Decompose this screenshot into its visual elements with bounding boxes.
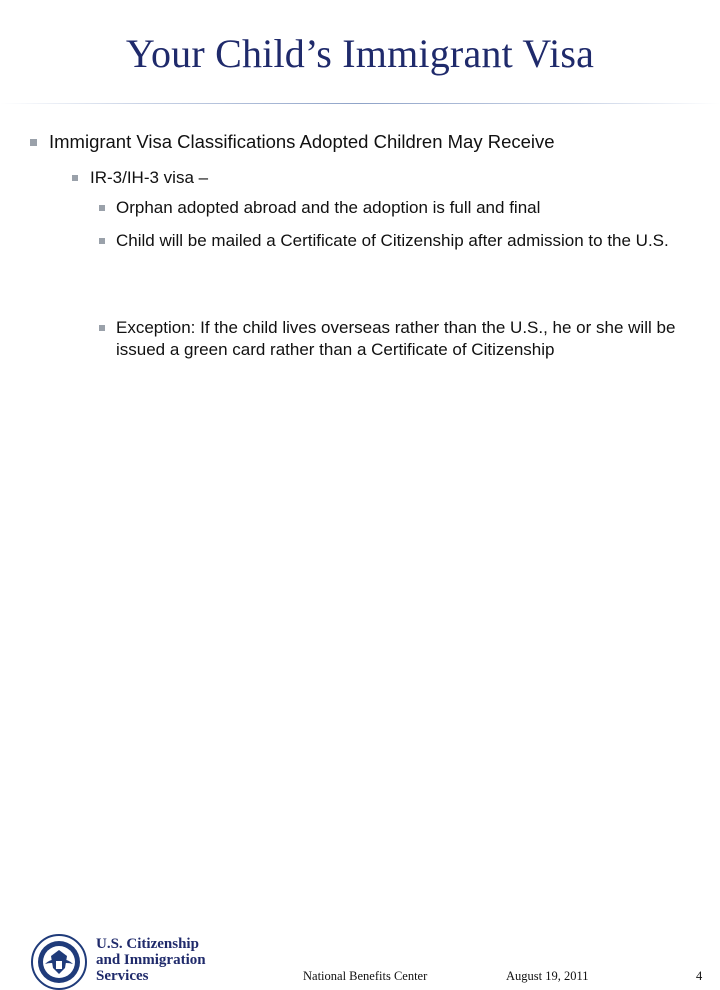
bullet-text: Child will be mailed a Certificate of Citizenship after admission to the U.S. (116, 231, 669, 250)
square-bullet-icon (72, 175, 78, 181)
bullet-level3-item (99, 197, 679, 219)
square-bullet-icon (99, 238, 105, 244)
bullet-level2 (72, 168, 672, 188)
bullet-level1 (30, 131, 690, 153)
footer-date: August 19, 2011 (506, 969, 589, 983)
bullet-text: Immigrant Visa Classifications Adopted Children May Receive (49, 131, 555, 152)
logo-line: U.S. Citizenship (96, 936, 199, 952)
bullet-level3-item (99, 317, 679, 361)
bullet-text: IR-3/IH-3 visa – (90, 168, 209, 187)
square-bullet-icon (30, 139, 37, 146)
uscis-logo-text (96, 936, 206, 984)
bullet-text: Orphan adopted abroad and the adoption is full and final (116, 198, 541, 217)
bullet-text: Exception: If the child lives overseas rather than the U.S., he or she will be issued a green card rather than a Certificate of Citizenship (116, 318, 676, 359)
square-bullet-icon (99, 205, 105, 211)
bullet-level3-item (99, 230, 679, 252)
slide-title: Your Child’s Immigrant Visa (125, 31, 595, 76)
dhs-seal-icon (31, 934, 87, 990)
logo-line: Services (96, 968, 149, 984)
page-number: 4 (696, 969, 703, 983)
logo-line: and Immigration (96, 952, 206, 968)
slide-footer (0, 460, 720, 984)
square-bullet-icon (99, 325, 105, 331)
footer-center-text: National Benefits Center (303, 969, 428, 983)
